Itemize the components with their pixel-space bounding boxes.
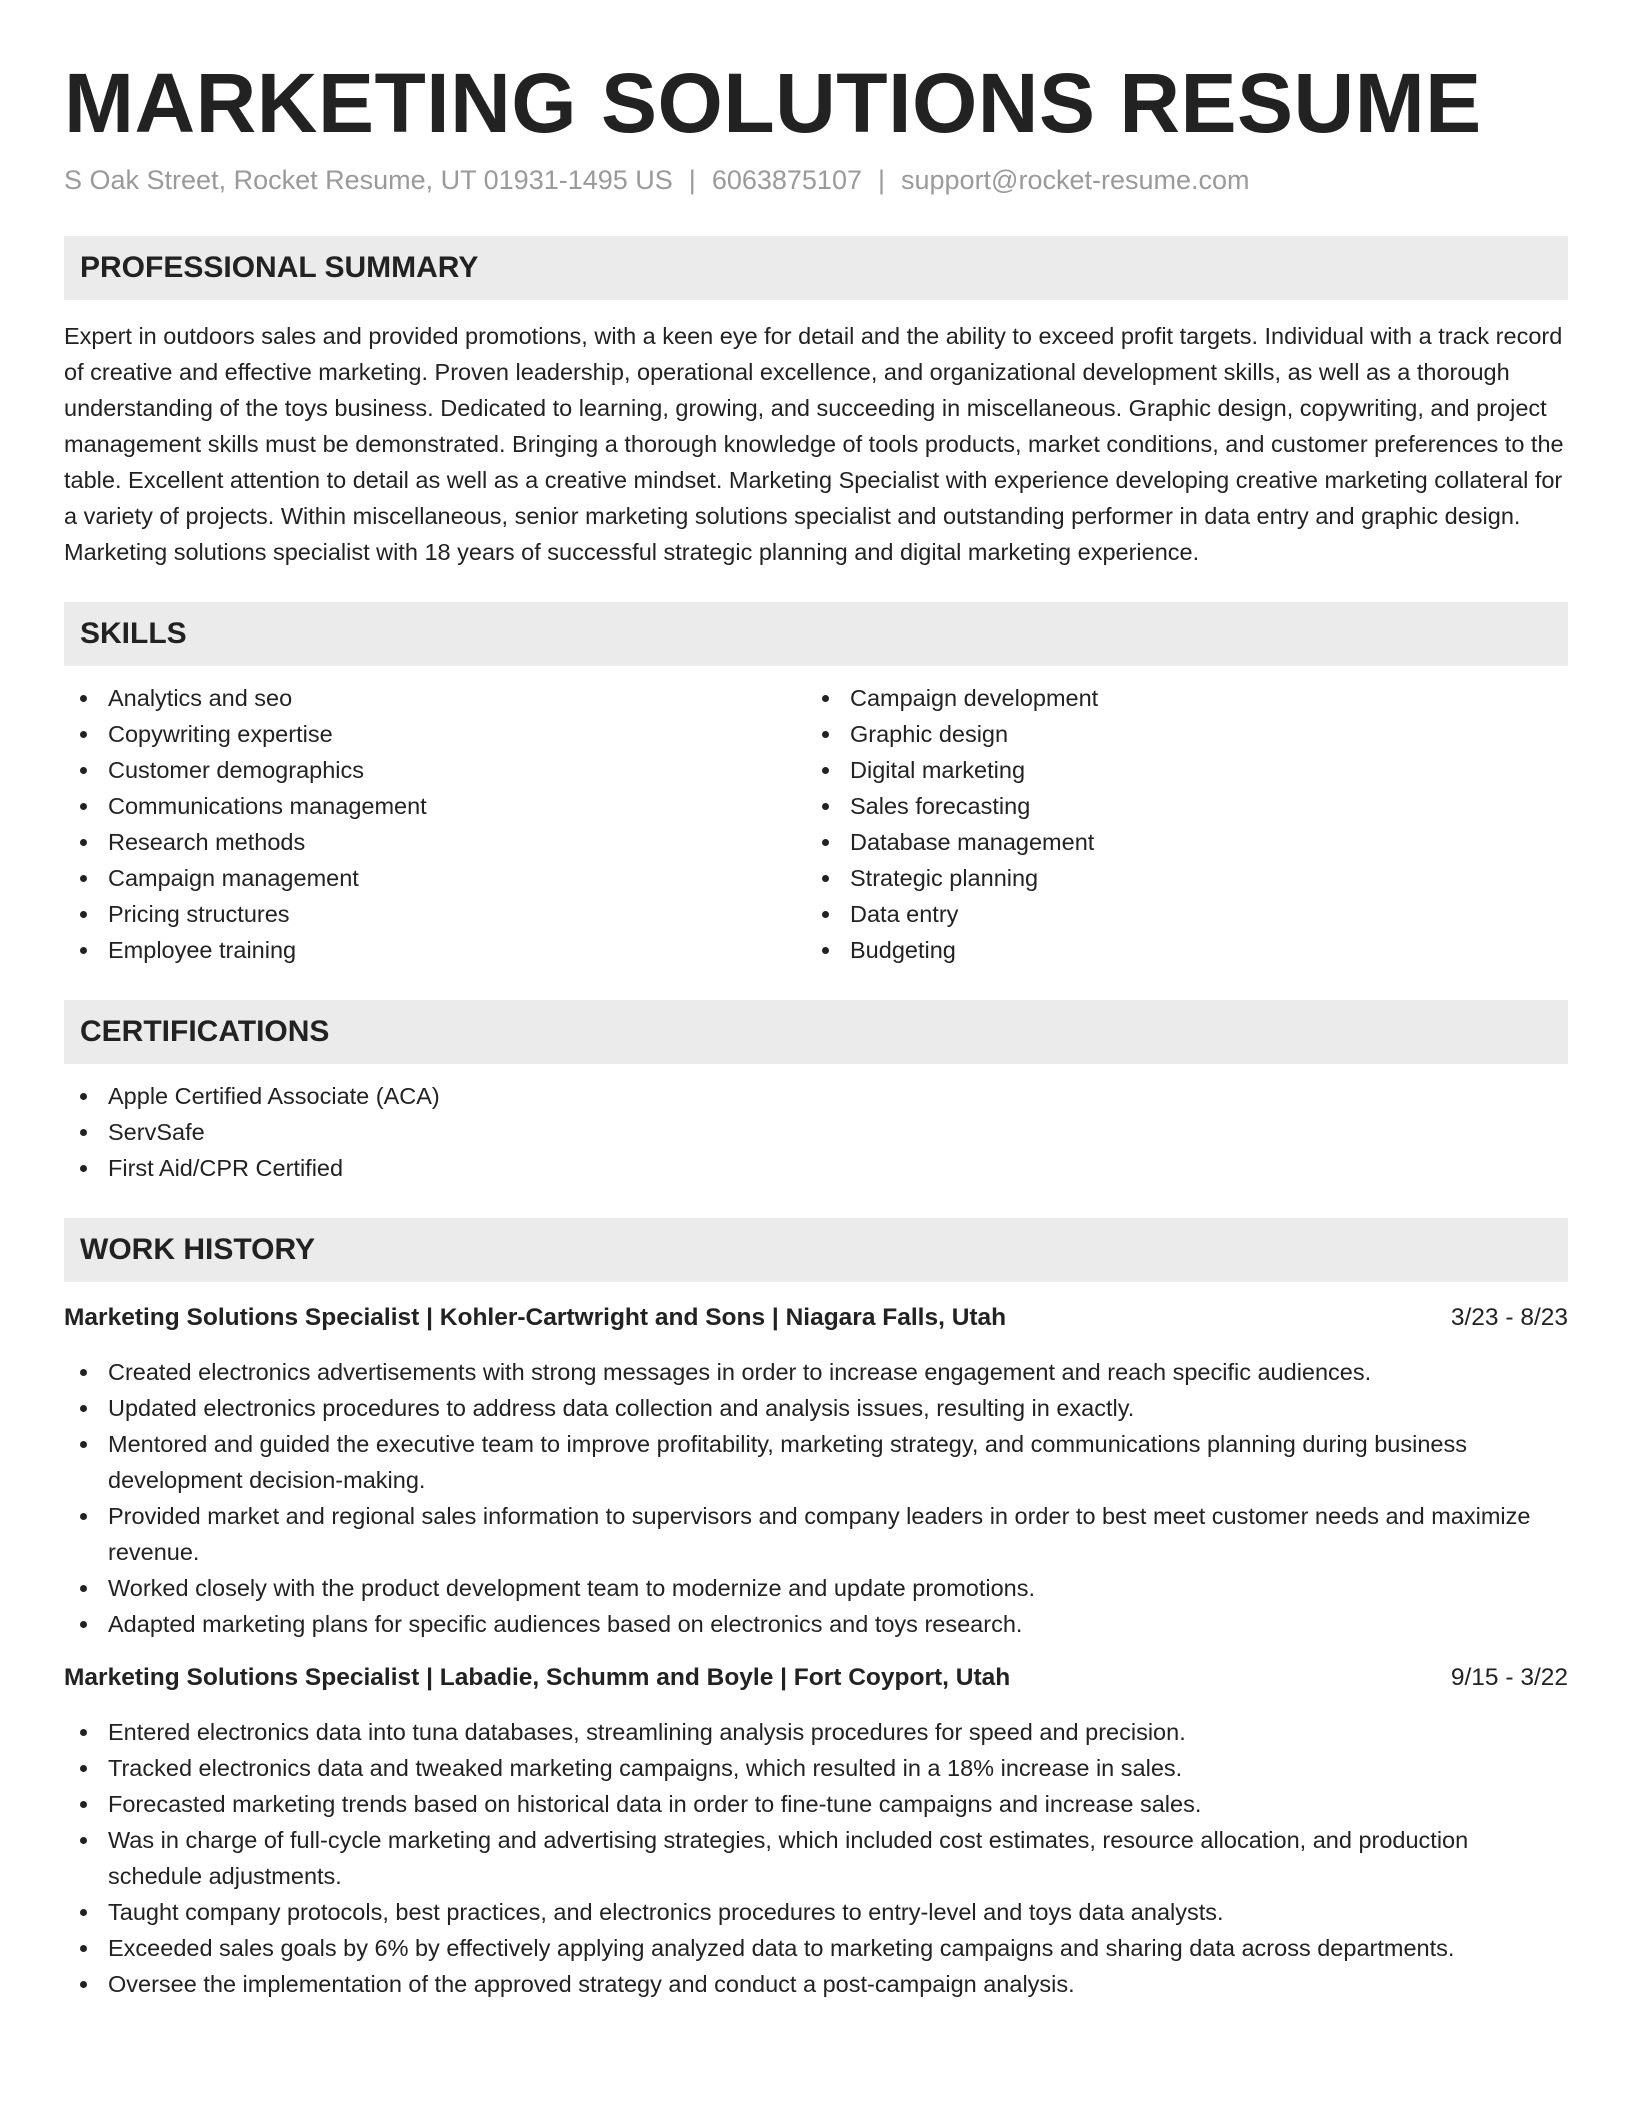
list-item: Oversee the implementation of the approved strategy and conduct a post-campaign analysis. (64, 1966, 1568, 2002)
list-item: Was in charge of full-cycle marketing and advertising strategies, which included cost estimates, resource allocation, and production schedule adjustments. (64, 1822, 1568, 1894)
resume-title: MARKETING SOLUTIONS RESUME (64, 56, 1482, 150)
list-item: Budgeting (806, 932, 1548, 968)
list-item: Created electronics advertisements with strong messages in order to increase engagement and reach specific audiences. (64, 1354, 1568, 1390)
list-item: Campaign development (806, 680, 1548, 716)
job-header (64, 1300, 1568, 1336)
skills-grid (64, 680, 1568, 968)
list-item: Data entry (806, 896, 1548, 932)
contact-separator: | (688, 165, 696, 195)
job-bullets (64, 1714, 1568, 2002)
job-header (64, 1660, 1568, 1696)
list-item: Sales forecasting (806, 788, 1548, 824)
list-item: Campaign management (64, 860, 806, 896)
certifications-section (64, 1000, 1568, 1186)
contact-address: S Oak Street, Rocket Resume, UT 01931-1495 US (64, 165, 673, 195)
list-item: Graphic design (806, 716, 1548, 752)
job-dates: 9/15 - 3/22 (1450, 1664, 1568, 1691)
list-item: Entered electronics data into tuna databases, streamlining analysis procedures for speed and precision. (64, 1714, 1568, 1750)
list-item: Analytics and seo (64, 680, 806, 716)
resume-page (64, 0, 1568, 2002)
list-item: Adapted marketing plans for specific audiences based on electronics and toys research. (64, 1606, 1568, 1642)
list-item: First Aid/CPR Certified (64, 1150, 1568, 1186)
skills-list-left (64, 680, 806, 968)
certifications-heading: CERTIFICATIONS (64, 1000, 1568, 1064)
certifications-list (64, 1078, 1568, 1186)
skills-list-right (806, 680, 1548, 968)
job-bullets (64, 1354, 1568, 1642)
list-item: Strategic planning (806, 860, 1548, 896)
list-item: Updated electronics procedures to address data collection and analysis issues, resulting in exactly. (64, 1390, 1568, 1426)
work-history-section (64, 1218, 1568, 2002)
job-dates: 3/23 - 8/23 (1450, 1304, 1568, 1331)
summary-text: Expert in outdoors sales and provided promotions, with a keen eye for detail and the ability to exceed profit targets. Individual with a track record of creative and effective marketing. Proven leadership, operational excellence, and organizational development skills, as well as a thorough understanding of the toys business. Dedicated to learning, growing, and succeeding in miscellaneous. Graphic design, copywriting, and project management skills must be demonstrated. Bringing a thorough knowledge of tools products, market conditions, and customer preferences to the table. Excellent attention to detail as well as a creative mindset. Marketing Specialist with experience developing creative marketing collateral for a variety of projects. Within miscellaneous, senior marketing solutions specialist and outstanding performer in data entry and graphic design. Marketing solutions specialist with 18 years of successful strategic planning and digital marketing experience. (64, 323, 1564, 565)
skills-section (64, 602, 1568, 968)
jobs-list (64, 1300, 1568, 2002)
summary-section (64, 236, 1568, 570)
skills-heading: SKILLS (64, 602, 1568, 666)
list-item: Customer demographics (64, 752, 806, 788)
list-item: Employee training (64, 932, 806, 968)
list-item: Apple Certified Associate (ACA) (64, 1078, 1568, 1114)
job-title: Marketing Solutions Specialist | Kohler-Cartwright and Sons | Niagara Falls, Utah (64, 1304, 1007, 1331)
contact-line (64, 162, 1568, 198)
list-item: Mentored and guided the executive team to improve profitability, marketing strategy, and communications planning during business development decision-making. (64, 1426, 1568, 1498)
work-history-heading: WORK HISTORY (64, 1218, 1568, 1282)
list-item: Exceeded sales goals by 6% by effectively applying analyzed data to marketing campaigns and sharing data across departments. (64, 1930, 1568, 1966)
list-item: Database management (806, 824, 1548, 860)
job-title: Marketing Solutions Specialist | Labadie, Schumm and Boyle | Fort Coyport, Utah (64, 1664, 1011, 1691)
list-item: Forecasted marketing trends based on historical data in order to fine-tune campaigns and increase sales. (64, 1786, 1568, 1822)
job-entry (64, 1300, 1568, 1642)
list-item: Pricing structures (64, 896, 806, 932)
contact-phone: 6063875107 (711, 165, 862, 195)
list-item: Provided market and regional sales information to supervisors and company leaders in order to best meet customer needs and maximize revenue. (64, 1498, 1568, 1570)
contact-separator: | (877, 165, 885, 195)
summary-heading: PROFESSIONAL SUMMARY (64, 236, 1568, 300)
list-item: Tracked electronics data and tweaked marketing campaigns, which resulted in a 18% increase in sales. (64, 1750, 1568, 1786)
list-item: ServSafe (64, 1114, 1568, 1150)
contact-email[interactable]: support@rocket-resume.com (901, 165, 1250, 195)
list-item: Communications management (64, 788, 806, 824)
list-item: Taught company protocols, best practices, and electronics procedures to entry-level and toys data analysts. (64, 1894, 1568, 1930)
list-item: Research methods (64, 824, 806, 860)
list-item: Worked closely with the product development team to modernize and update promotions. (64, 1570, 1568, 1606)
list-item: Digital marketing (806, 752, 1548, 788)
list-item: Copywriting expertise (64, 716, 806, 752)
job-entry (64, 1660, 1568, 2002)
